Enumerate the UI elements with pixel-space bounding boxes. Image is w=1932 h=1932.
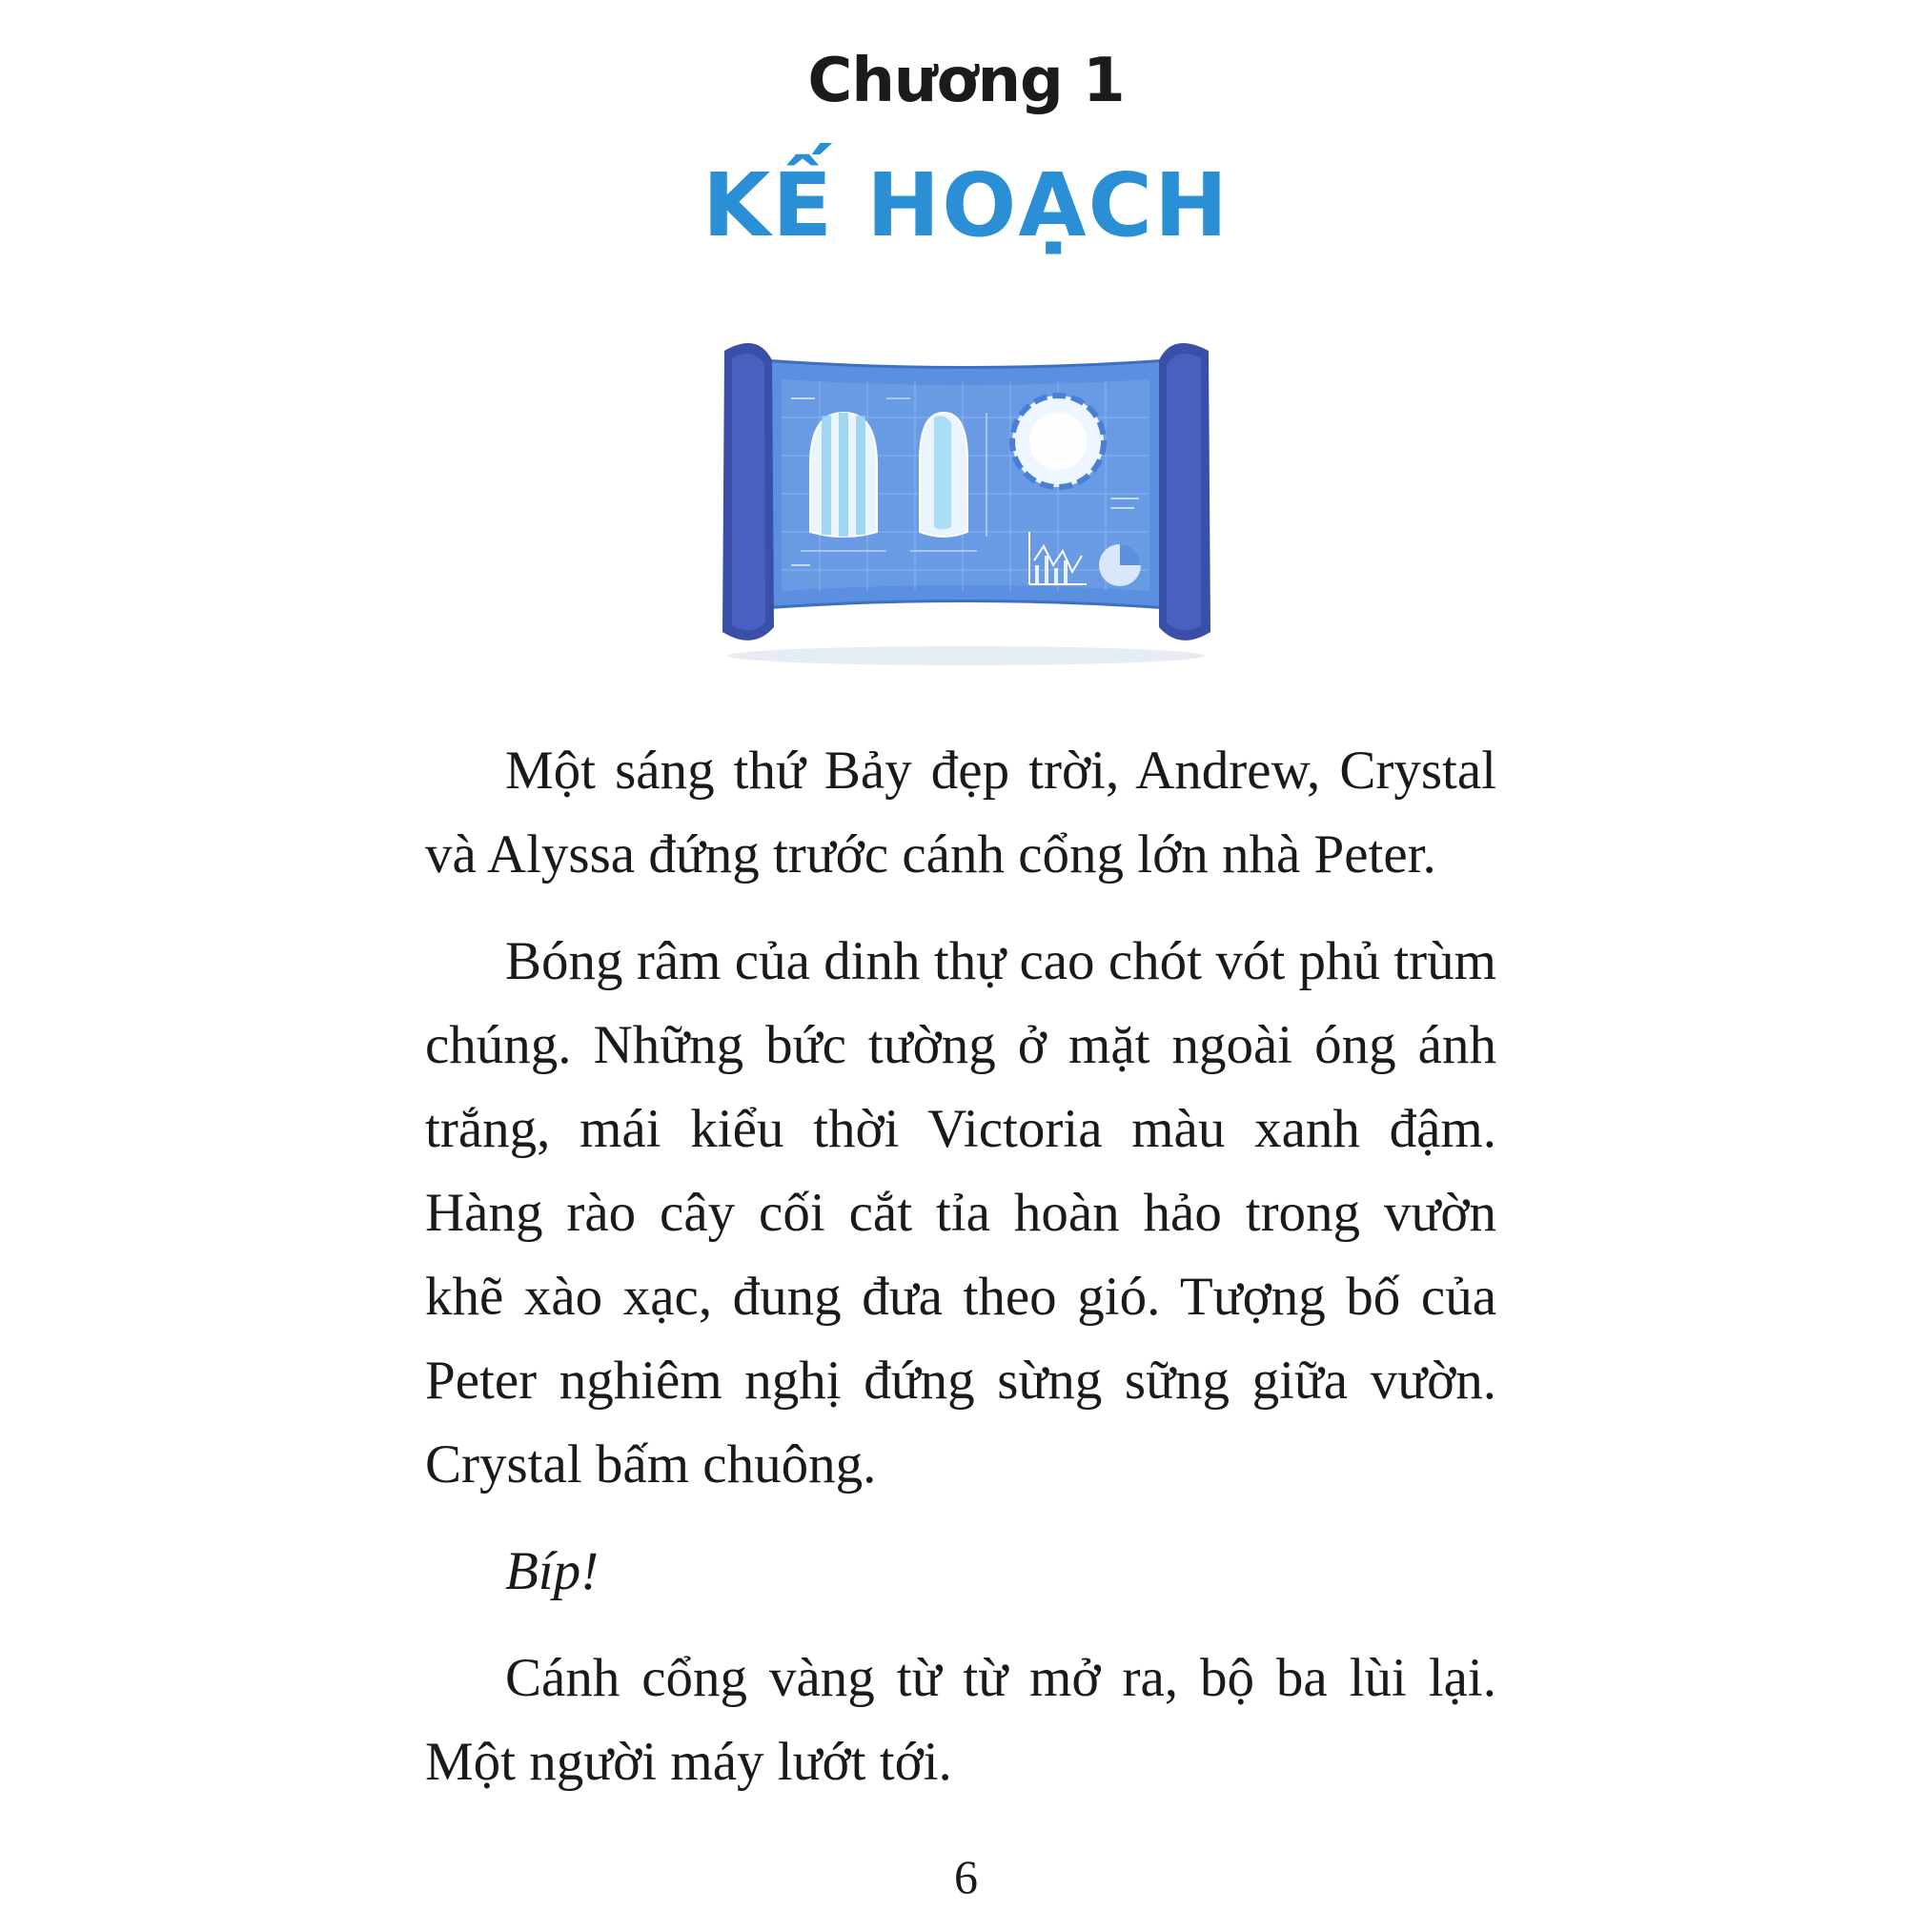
paragraph-4: Cánh cổng vàng từ từ mở ra, bộ ba lùi lại. Một người máy lướt tới. xyxy=(425,1648,1496,1792)
blueprint-scroll-icon xyxy=(705,322,1226,669)
paragraph-1: Một sáng thứ Bảy đẹp trời, Andrew, Crystal và Alyssa đứng trước cánh cổng lớn nhà Peter. xyxy=(425,741,1496,885)
capsule-drawing-icon xyxy=(810,413,877,537)
body-text xyxy=(425,729,1496,1827)
paragraph-2: Bóng râm của dinh thự cao chót vót phủ trùm chúng. Những bức tường ở mặt ngoài óng ánh trắng, mái kiểu thời Victoria màu xanh đậm. Hàng rào cây cối cắt tỉa hoàn hảo trong vườn khẽ xào xạc, đung đưa theo gió. Tượng bố của Peter nghiêm nghị đứng sừng sững giữa vườn. Crystal bấm chuông. xyxy=(425,931,1496,1495)
page-number: 6 xyxy=(954,1850,978,1903)
paragraph-3: Bíp! xyxy=(505,1541,600,1601)
chapter-label: Chương 1 xyxy=(807,46,1125,116)
chapter-title: KẾ HOẠCH xyxy=(702,154,1230,256)
